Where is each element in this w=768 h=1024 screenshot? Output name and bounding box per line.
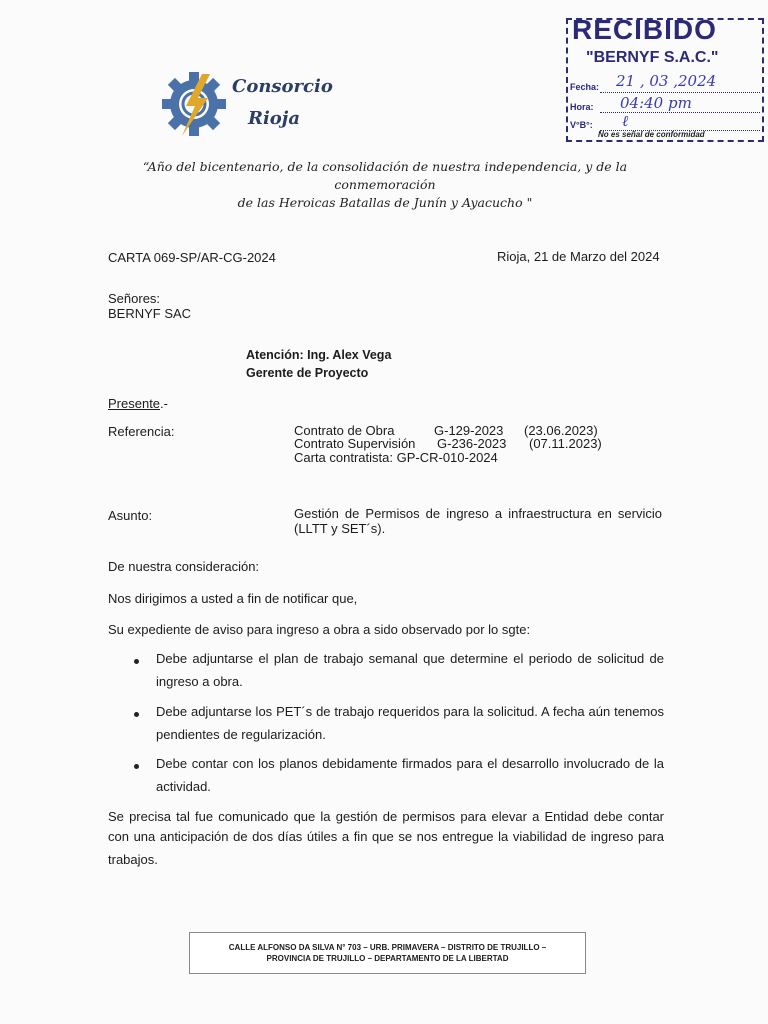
footer-address <box>189 932 586 974</box>
bullet-3-line2: actividad. <box>156 779 211 794</box>
reference-label: Referencia: <box>108 424 175 439</box>
bullet-2-line1: Debe adjuntarse los PET´s de trabajo requeridos para la solicitud. A fecha aún tenemos <box>156 704 664 719</box>
presente-suffix: .- <box>160 396 168 411</box>
bullet-3-line1: Debe contar con los planos debidamente firmados para el desarrollo involucrado de la <box>156 756 664 771</box>
attention-role: Gerente de Proyecto <box>246 366 369 380</box>
subject-line1: Gestión de Permisos de ingreso a infraestructura en servicio <box>294 506 662 521</box>
stamp-title: RECIBIDO <box>572 14 717 45</box>
subject-label: Asunto: <box>108 508 153 523</box>
reference-1-date: (23.06.2023) <box>524 423 598 438</box>
reference-2-code: G-236-2023 <box>437 436 507 451</box>
intro-paragraph: Nos dirigimos a usted a fin de notificar que, <box>108 591 358 606</box>
closing-paragraph-line1: Se precisa tal fue comunicado que la gestión de permisos para elevar a Entidad debe contar <box>108 809 664 824</box>
footer-line2: PROVINCIA DE TRUJILLO – DEPARTAMENTO DE LA LIBERTAD <box>266 954 509 963</box>
letter-date: Rioja, 21 de Marzo del 2024 <box>497 249 660 264</box>
closing-paragraph-line3: trabajos. <box>108 852 158 867</box>
presente <box>108 396 168 412</box>
bullet-dot-1 <box>134 659 139 664</box>
company-logo <box>158 68 338 140</box>
bullet-1-line1: Debe adjuntarse el plan de trabajo semanal que determine el periodo de solicitud de <box>156 651 664 666</box>
stamp-vb-signature: ℓ <box>622 112 629 130</box>
bullet-2-line2: pendientes de regularización. <box>156 727 326 742</box>
stamp-company: "BERNYF S.A.C." <box>586 49 719 66</box>
stamp-note: No es señal de conformidad <box>598 130 705 139</box>
letter-code: CARTA 069-SP/AR-CG-2024 <box>108 250 276 265</box>
stamp-vb-label: V°B°: <box>570 120 593 130</box>
greeting: De nuestra consideración: <box>108 559 260 574</box>
observation-paragraph: Su expediente de aviso para ingreso a obra a sido observado por lo sgte: <box>108 622 531 637</box>
bullet-dot-3 <box>134 764 139 769</box>
reference-2-name: Contrato Supervisión <box>294 436 416 451</box>
received-stamp <box>566 14 764 142</box>
reference-1-name: Contrato de Obra <box>294 423 395 438</box>
closing-paragraph-line2: con una anticipación de dos días útiles a fin que se nos entregue la viabilidad de ingreso para <box>108 829 664 844</box>
stamp-time-label: Hora: <box>570 102 594 112</box>
reference-2-date: (07.11.2023) <box>529 436 602 451</box>
salutation-label: Señores: <box>108 291 161 306</box>
year-motto-line1: “Año del bicentenario, de la consolidación de nuestra independencia, y de la conmemoración <box>142 159 628 192</box>
bullet-1-line2: ingreso a obra. <box>156 674 243 689</box>
stamp-time-value: 04:40 pm <box>620 94 692 112</box>
gear-bolt-icon <box>158 68 230 140</box>
logo-text-line2: Rioja <box>248 108 300 129</box>
reference-1-code: G-129-2023 <box>434 423 504 438</box>
year-motto <box>100 158 670 212</box>
logo-text-line1: Consorcio <box>232 76 333 97</box>
stamp-date-value: 21 , 03 ,2024 <box>616 72 717 90</box>
reference-3: Carta contratista: GP-CR-010-2024 <box>294 450 498 465</box>
recipient-company: BERNYF SAC <box>108 306 192 321</box>
presente-word: Presente <box>108 396 161 411</box>
year-motto-line2: de las Heroicas Batallas de Junín y Ayacucho " <box>237 195 533 210</box>
subject-line2: (LLTT y SET´s). <box>294 521 386 536</box>
footer-line1: CALLE ALFONSO DA SILVA N° 703 – URB. PRIMAVERA – DISTRITO DE TRUJILLO – <box>228 943 547 952</box>
stamp-date-line <box>600 92 760 93</box>
stamp-date-label: Fecha: <box>570 82 600 92</box>
bullet-dot-2 <box>134 712 139 717</box>
attention-line: Atención: Ing. Alex Vega <box>246 348 392 362</box>
